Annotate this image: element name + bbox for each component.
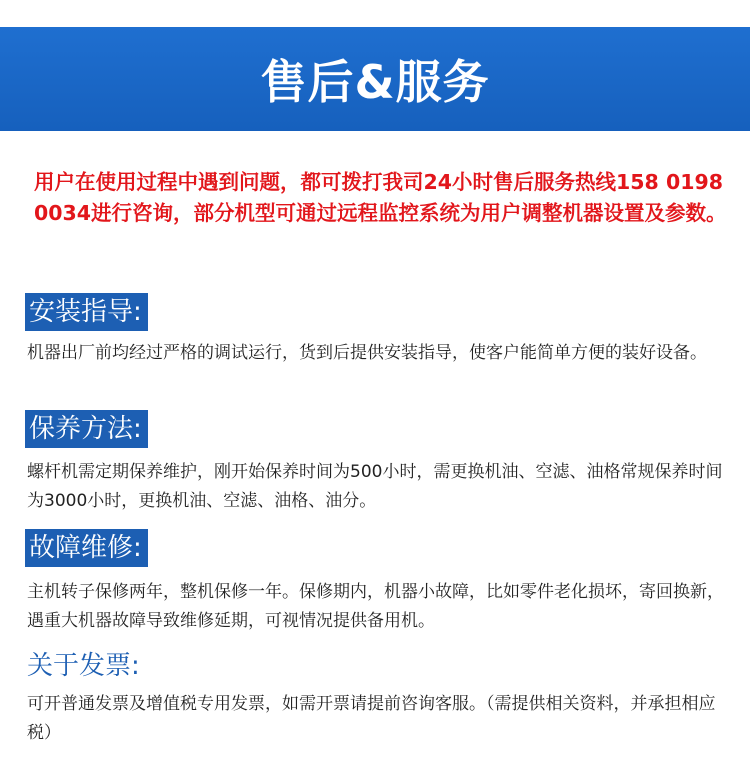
section-body-installation: 机器出厂前均经过严格的调试运行，货到后提供安装指导，使客户能简单方便的装好设备。 xyxy=(27,343,707,363)
header-banner xyxy=(0,27,750,131)
section-body-invoice: 可开普通发票及增值税专用发票，如需开票请提前咨询客服。（需提供相关资料，并承担相应税） xyxy=(27,694,716,743)
page-title: 售后&服务 xyxy=(260,55,490,109)
section-body-maintenance: 螺杆机需定期保养维护，刚开始保养时间为500小时，需更换机油、空滤、油格常规保养时间为3000小时，更换机油、空滤、油格、油分。 xyxy=(27,462,723,511)
section-title-repair: 故障维修: xyxy=(25,529,148,567)
section-body-repair: 主机转子保修两年，整机保修一年。保修期内，机器小故障，比如零件老化损坏，寄回换新，遇重大机器故障导致维修延期，可视情况提供备用机。 xyxy=(27,582,724,631)
section-title-maintenance: 保养方法: xyxy=(25,410,148,448)
section-title-invoice: 关于发票: xyxy=(27,651,140,681)
hotline-notice: 用户在使用过程中遇到问题，都可拨打我司24小时售后服务热线158 0198 0034进行咨询，部分机型可通过远程监控系统为用户调整机器设置及参数。 xyxy=(34,170,727,225)
section-title-installation: 安装指导: xyxy=(25,293,148,331)
